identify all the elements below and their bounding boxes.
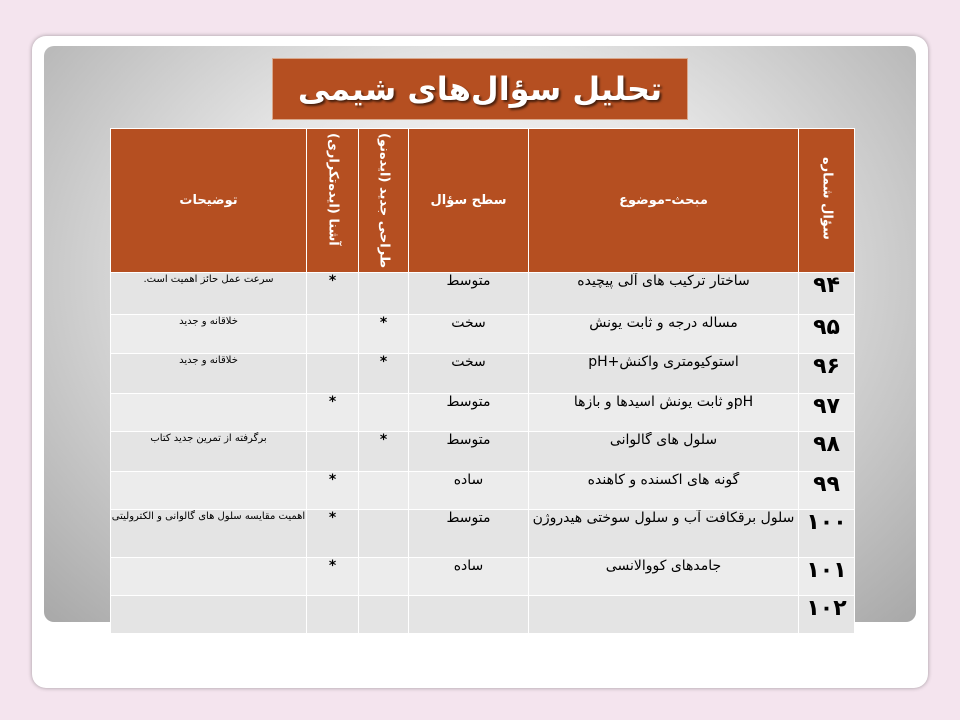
- level-cell: متوسط: [409, 510, 529, 558]
- familiar-mark: *: [307, 472, 359, 510]
- question-number: ۹۸: [799, 432, 855, 472]
- level-cell: متوسط: [409, 432, 529, 472]
- table-row: [111, 596, 855, 634]
- topic-cell: pHو ثابت یونش اسیدها و بازها: [529, 394, 799, 432]
- table-row: [111, 510, 855, 558]
- header-new-design: طراحی جدید (ایده‌نو): [359, 129, 409, 273]
- note-cell: اهمیت مقایسه سلول های گالوانی و الکترولیتی: [111, 510, 307, 558]
- table-row: [111, 394, 855, 432]
- topic-cell: استوکیومتری واکنش+pH: [529, 354, 799, 394]
- question-number: ۱۰۱: [799, 558, 855, 596]
- topic-cell: گونه های اکسنده و کاهنده: [529, 472, 799, 510]
- new-design-mark: [359, 472, 409, 510]
- topic-cell: سلول های گالوانی: [529, 432, 799, 472]
- header-topic: مبحث–موضوع: [529, 129, 799, 273]
- note-cell: [111, 394, 307, 432]
- familiar-mark: *: [307, 558, 359, 596]
- title-banner: [272, 58, 688, 120]
- level-cell: [409, 596, 529, 634]
- table-row: [111, 273, 855, 315]
- question-number: ۹۵: [799, 315, 855, 354]
- table-row: [111, 558, 855, 596]
- question-number: ۹۴: [799, 273, 855, 315]
- note-cell: سرعت عمل حائز اهمیت است.: [111, 273, 307, 315]
- table-row: [111, 315, 855, 354]
- question-number: ۹۶: [799, 354, 855, 394]
- topic-cell: سلول برقکافت آب و سلول سوختی هیدروژن: [529, 510, 799, 558]
- level-cell: ساده: [409, 472, 529, 510]
- topic-cell: جامدهای کووالانسی: [529, 558, 799, 596]
- new-design-mark: [359, 510, 409, 558]
- question-number: ۹۷: [799, 394, 855, 432]
- table-row: [111, 354, 855, 394]
- level-cell: سخت: [409, 315, 529, 354]
- familiar-mark: *: [307, 510, 359, 558]
- topic-cell: مساله درجه و ثابت یونش: [529, 315, 799, 354]
- familiar-mark: *: [307, 273, 359, 315]
- note-cell: خلاقانه و جدید: [111, 315, 307, 354]
- page-title: تحلیل سؤال‌های شیمی: [297, 70, 663, 108]
- new-design-mark: [359, 394, 409, 432]
- header-level: سطح سؤال: [409, 129, 529, 273]
- level-cell: ساده: [409, 558, 529, 596]
- header-notes: توضیحات: [111, 129, 307, 273]
- level-cell: متوسط: [409, 394, 529, 432]
- familiar-mark: [307, 596, 359, 634]
- familiar-mark: [307, 315, 359, 354]
- note-cell: برگرفته از تمرین جدید کتاب: [111, 432, 307, 472]
- header-familiar: آشنا (ایده‌تکراری): [307, 129, 359, 273]
- familiar-mark: [307, 354, 359, 394]
- header-row: [111, 129, 855, 273]
- note-cell: [111, 558, 307, 596]
- new-design-mark: *: [359, 354, 409, 394]
- note-cell: [111, 596, 307, 634]
- new-design-mark: [359, 273, 409, 315]
- new-design-mark: [359, 558, 409, 596]
- question-number: ۱۰۲: [799, 596, 855, 634]
- familiar-mark: *: [307, 394, 359, 432]
- topic-cell: [529, 596, 799, 634]
- note-cell: خلاقانه و جدید: [111, 354, 307, 394]
- table-row: [111, 432, 855, 472]
- analysis-table: [110, 128, 855, 634]
- table-row: [111, 472, 855, 510]
- new-design-mark: *: [359, 315, 409, 354]
- question-number: ۹۹: [799, 472, 855, 510]
- level-cell: متوسط: [409, 273, 529, 315]
- familiar-mark: [307, 432, 359, 472]
- level-cell: سخت: [409, 354, 529, 394]
- question-number: ۱۰۰: [799, 510, 855, 558]
- header-number: سؤال شماره: [799, 129, 855, 273]
- new-design-mark: [359, 596, 409, 634]
- topic-cell: ساختار ترکیب های آلی پیچیده: [529, 273, 799, 315]
- note-cell: [111, 472, 307, 510]
- new-design-mark: *: [359, 432, 409, 472]
